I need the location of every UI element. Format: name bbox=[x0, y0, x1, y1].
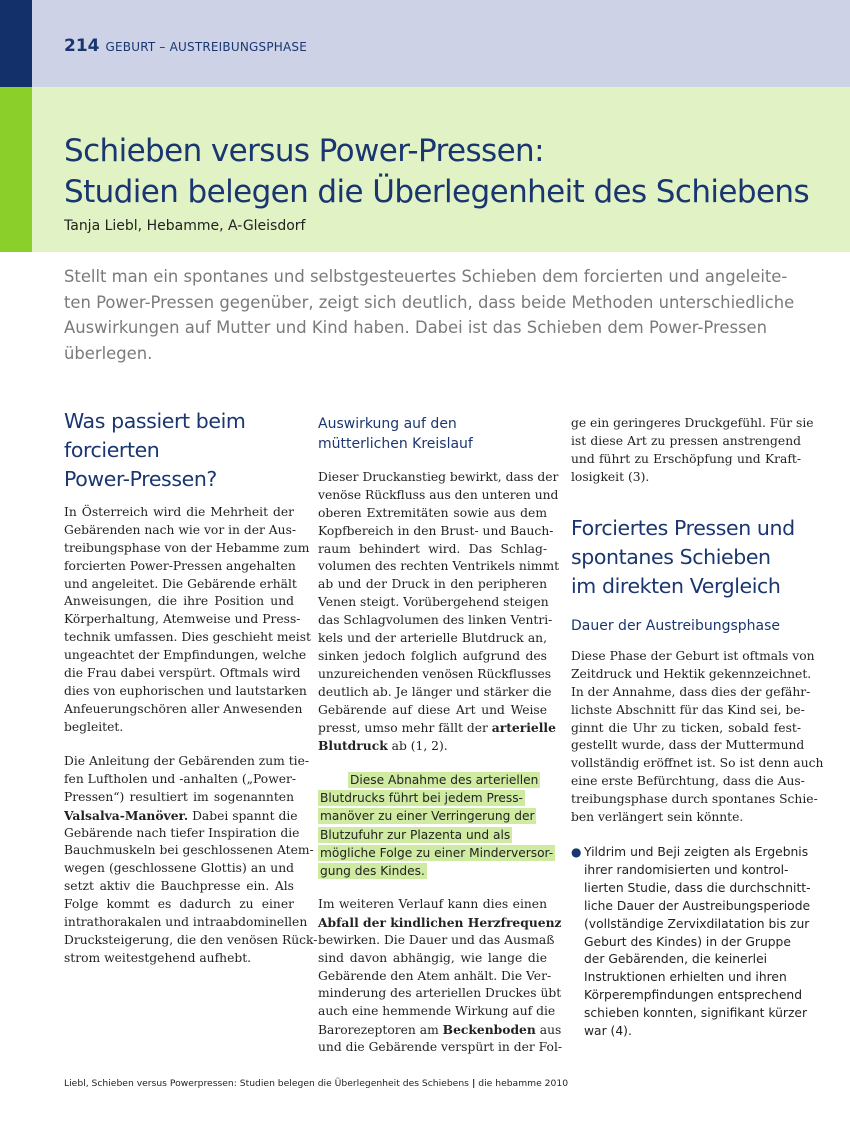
lead-line: Auswirkungen auf Mutter und Kind haben. Dabei ist das Schieben dem Power-Pressen bbox=[64, 318, 768, 337]
subheading-dauer: Dauer der Austreibungsphase bbox=[571, 618, 781, 634]
term-herzfrequenz: Abfall der kindlichen Herzfrequenz bbox=[318, 914, 562, 930]
paragraph-valsalva: Die Anleitung der Gebärenden zum tie- fen Luftholen und -anhalten („Power- Pressen“) resultiert im sogenannten Valsalva-Manöver. Dabei spannt die Gebärende nach tiefer Inspiration die Bauchmuskeln bei geschlossenen Atem- wegen (geschlossene Glottis) an und setzt aktiv die Bauchpresse ein. Als Folge kommt es dadurch zu einer intrathorakalen und intraabdominellen Drucksteigerung, die den venösen Rück- strom weitestgehend aufhebt. bbox=[64, 754, 318, 965]
paragraph-druckanstieg: Dieser Druckanstieg bewirkt, dass der venöse Rückfluss aus den unteren und oberen Extremitäten sowie aus dem Kopfbereich in den Brust- und Bauch- raum behindert wird. Das Schlag- volumen des rechten Ventrikels nimmt ab und der Druck in den peripheren Venen steigt. Vorübergehend steigen das Schlagvolumen des linken Ventri- kels und der arterielle Blutdruck an, sinken jedoch folglich aufgrund des unzureichenden venösen Rückflusses deutlich ab. Je länger und stärker die Gebärende auf diese Art und Weise presst, umso mehr fällt der arterielle Blutdruck ab (1, 2). bbox=[318, 470, 560, 754]
paragraph-dauer: Diese Phase der Geburt ist oftmals von Zeitdruck und Hektik gekennzeichnet. In der Annahme, dass dies der gefähr- lichste Abschnitt für das Kind sei, be- ginnt die Uhr zu ticken, sobald fest- gestellt wurde, dass der Muttermund vollständig eröffnet ist. So ist denn auch eine erste Befürchtung, dass die Aus- treibungsphase durch spontanes Schie- ben verlängert sein könnte. bbox=[571, 649, 824, 825]
lead-line: überlegen. bbox=[64, 343, 153, 363]
term-beckenboden: Beckenboden bbox=[442, 1022, 536, 1038]
title-accent-bar bbox=[0, 87, 32, 252]
header-accent-bar bbox=[0, 0, 32, 87]
section-heading-vergleich: Forciertes Pressen und spontanes Schieben im direkten Vergleich bbox=[571, 516, 795, 598]
lead-line: ten Power-Pressen gegenüber, zeigt sich deutlich, dass beide Methoden unterschiedliche bbox=[64, 292, 795, 312]
footer-citation: Liebl, Schieben versus Powerpressen: Studien belegen die Überlegenheit des Schiebens bbox=[64, 1078, 469, 1089]
term-valsalva: Valsalva-Manöver. bbox=[64, 807, 189, 823]
lead-line: Stellt man ein spontanes und selbstgesteuertes Schieben dem forcierten und angeleite- bbox=[64, 267, 788, 286]
bullet-item-yildrim: ● Yildrim und Beji zeigten als Ergebnis ihrer randomisierten und kontrol- lierten Studie, dass die durchschnitt- liche Dauer der Austreibungsperiode (vollständige Zervixdilatation bis zur Geburt des Kindes) in der Gruppe der Gebärenden, die keinerlei Instruktionen erhielten und ihren Körperempfindungen entsprechend schieben konnten, signifikant kürzer war (4). bbox=[571, 845, 811, 1039]
article-title-line-1: Schieben versus Power-Pressen: bbox=[64, 133, 544, 169]
paragraph-druckgefuehl: ge ein geringeres Druckgefühl. Für sie ist diese Art zu pressen anstrengend und führt zu Erschöpfung und Kraft- losigkeit (3). bbox=[571, 416, 814, 484]
term-blutdruck: Blutdruck bbox=[318, 738, 388, 754]
footer-separator: | bbox=[471, 1078, 476, 1089]
subheading-kreislauf: Auswirkung auf den mütterlichen Kreislauf bbox=[318, 416, 473, 452]
article-lead bbox=[64, 264, 804, 366]
term-arterielle: arterielle bbox=[491, 720, 556, 736]
article-title-line-2: Studien belegen die Überlegenheit des Schiebens bbox=[64, 174, 810, 210]
bullet-icon: ● bbox=[571, 845, 582, 859]
paragraph-austreibungsphase: In Österreich wird die Mehrheit der Gebärenden nach wie vor in der Aus- treibungsphase von der Hebamme zum forcierten Power-Pressen angehalten und angeleitet. Die Gebärende erhält Anweisungen, die ihre Position und Körperhaltung, Atemweise und Press- technik umfassen. Dies geschieht meist ungeachtet der Empfindungen, welche die Frau dabei verspürt. Oftmals wird dies von euphorischen und lautstarken Anfeuerungschören aller Anwesenden begleitet. bbox=[64, 505, 311, 734]
highlighted-quote: Diese Abnahme des arteriellen Blutdrucks führt bei jedem Press- manöver zu einer Verringerung der Blutzufuhr zur Plazenta und als mögliche Folge zu einer Minderversor- gung des Kindes. bbox=[320, 773, 554, 879]
paragraph-herzfrequenz: Im weiteren Verlauf kann dies einen Abfall der kindlichen Herzfrequenz bewirken. Die Dauer und das Ausmaß sind davon abhängig, wie lange die Gebärende den Atem anhält. Die Ver- minderung des arteriellen Druckes übt auch eine hemmende Wirkung auf die Barorezeptoren am Beckenboden aus und die Gebärende verspürt in der Fol- bbox=[318, 897, 563, 1055]
section-label: GEBURT – AUSTREIBUNGSPHASE bbox=[105, 40, 307, 54]
page-number: 214 bbox=[64, 36, 100, 56]
section-heading-power-pressen: Was passiert beim forcierten Power-Pressen? bbox=[64, 409, 246, 491]
article-authors: Tanja Liebl, Hebamme, A-Gleisdorf bbox=[64, 218, 306, 234]
page-footer bbox=[64, 1078, 568, 1089]
running-head bbox=[64, 36, 307, 56]
footer-journal: die hebamme 2010 bbox=[478, 1078, 569, 1089]
